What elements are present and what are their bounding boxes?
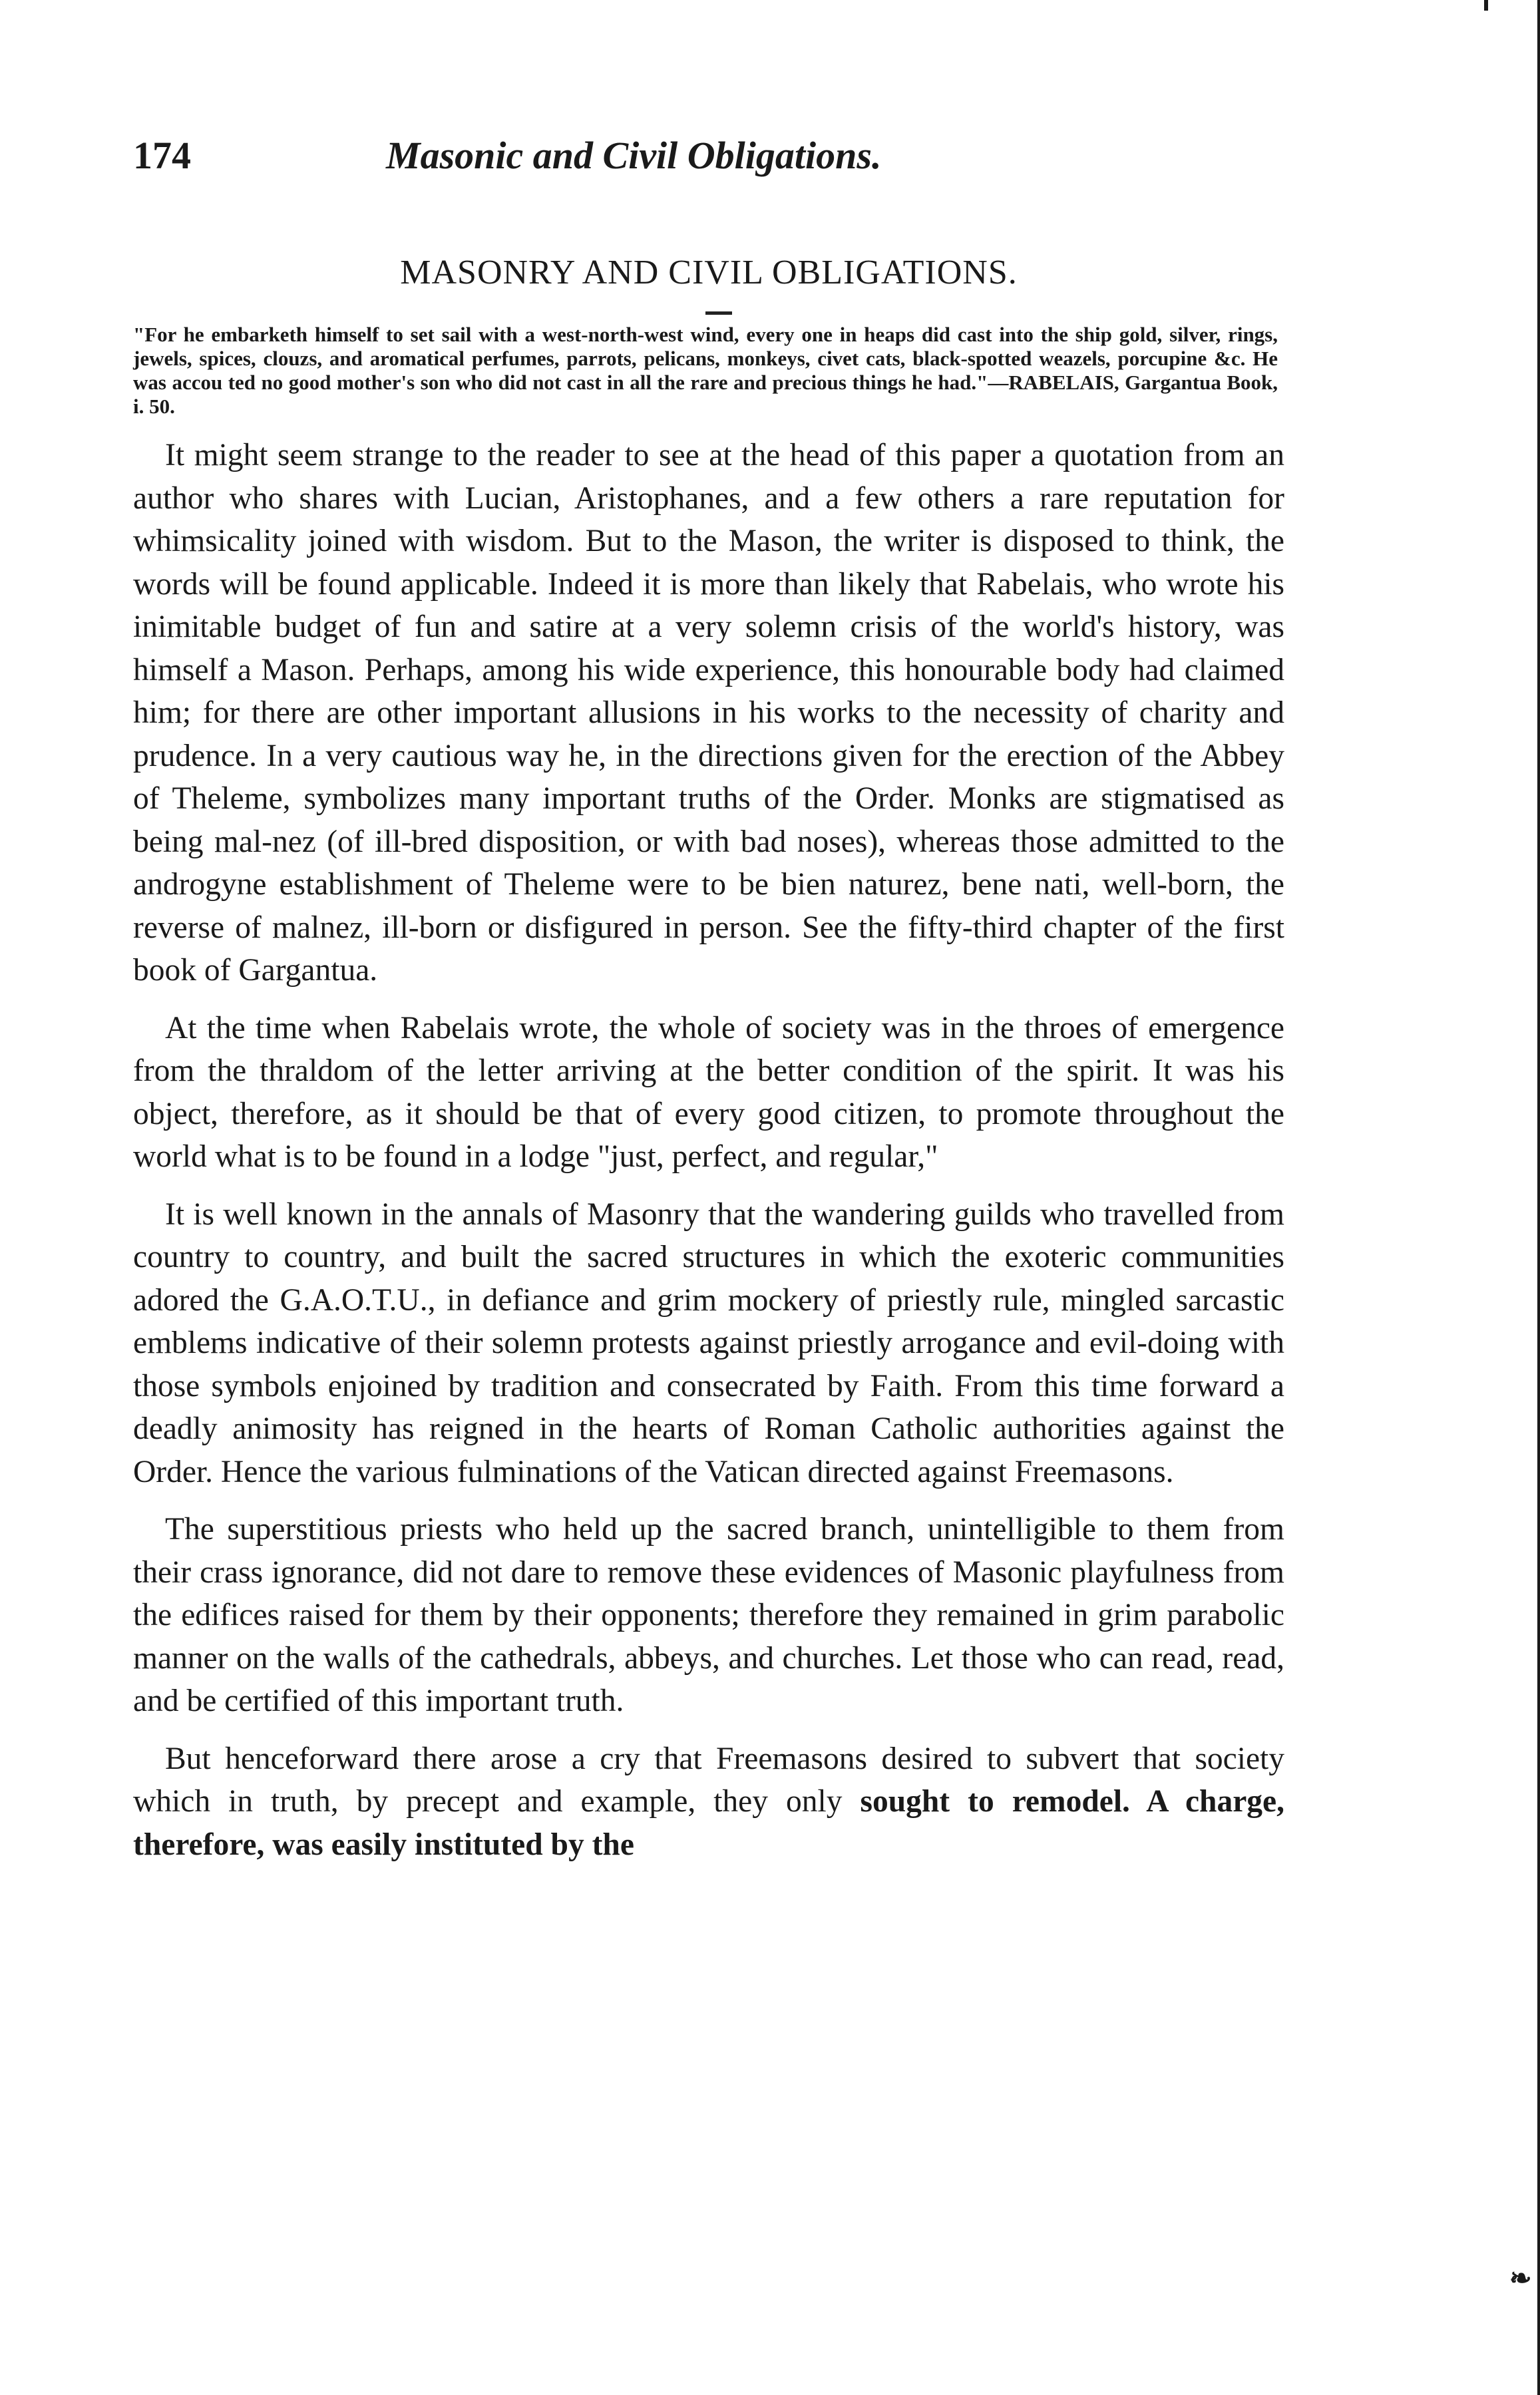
title-rule [705, 311, 732, 315]
article-body [133, 434, 1284, 1881]
epigraph-attribution: —RABELAIS, Gargantua Book, i. 50. [133, 371, 1278, 418]
paragraph-5-bold-text: sought to remodel. A charge, therefore, was easily instituted by the [133, 1784, 1284, 1862]
paragraph-2: At the time when Rabelais wrote, the whole of society was in the throes of emergence from the thraldom of the letter arriving at the better condition of the spirit. It was his object, therefore, as it should be that of every good citizen, to promote throughout the world what is to be found in a lodge "just, perfect, and regular," [133, 1010, 1284, 1174]
article-title: MASONRY AND CIVIL OBLIGATIONS. [400, 254, 1018, 291]
running-title: Masonic and Civil Obligations. [386, 134, 882, 177]
paragraph-4: The superstitious priests who held up the sacred branch, unintelligible to them from their crass ignorance, did not dare to remove these evidences of Masonic playfulness from the edifices raised for them by their opponents; therefore they remained in grim parabolic manner on the walls of the cathedrals, abbeys, and churches. Let those who can read, read, and be certified of this important truth. [133, 1512, 1284, 1718]
paragraph-5 [133, 1738, 1284, 1867]
corner-mark [1484, 0, 1488, 11]
epigraph [133, 323, 1278, 419]
running-head [133, 133, 1284, 186]
paragraph-1: It might seem strange to the reader to see at the head of this paper a quotation from an author who shares with Lucian, Aristophanes, and a few others a rare reputation for whimsicality joined with wisdom. But to the Mason, the writer is disposed to think, the words will be found applicable. Indeed it is more than likely that Rabelais, who wrote his inimitable budget of fun and satire at a very solemn crisis of the world's history, was himself a Mason. Perhaps, among his wide experience, this honourable body had claimed him; for there are other important allusions in his works to the necessity of charity and prudence. In a very cautious way he, in the directions given for the erection of the Abbey of Theleme, symbolizes many important truths of the Order. Monks are stigmatised as being mal-nez (of ill-bred disposition, or with bad noses), whereas those admitted to the androgyne establishment of Theleme were to be bien naturez, bene nati, well-born, the reverse of malnez, ill-born or disfigured in person. See the fifty-third chapter of the first book of Gargantua. [133, 438, 1284, 988]
paragraph-5-text: But henceforward there arose a cry that Freemasons desired to subvert that society which in truth, by precept and example, they only [133, 1741, 1284, 1819]
epigraph-quote: "For he embarketh himself to set sail with a west-north-west wind, every one in heaps did cast into the ship gold, silver, rings, jewels, spices, clouzs, and aromatical perfumes, parrots, pelicans, monkeys, civet cats, black-spotted weazels, porcupine &c. He was accou ted no good mother's son who did not cast in all the rare and precious things he had." [133, 323, 1278, 394]
margin-mark: ❧ [1509, 2263, 1532, 2293]
page-edge-line [1537, 0, 1540, 2395]
page-number: 174 [133, 134, 191, 177]
paragraph-3: It is well known in the annals of Masonry that the wandering guilds who travelled from country to country, and built the sacred structures in which the exoteric communities adored the G.A.O.T.U., in defiance and grim mockery of priestly rule, mingled sarcastic emblems indicative of their solemn protests against priestly arrogance and evil-doing with those symbols enjoined by tradition and consecrated by Faith. From this time forward a deadly animosity has reigned in the hearts of Roman Catholic authorities against the Order. Hence the various fulminations of the Vatican directed against Freemasons. [133, 1197, 1284, 1489]
